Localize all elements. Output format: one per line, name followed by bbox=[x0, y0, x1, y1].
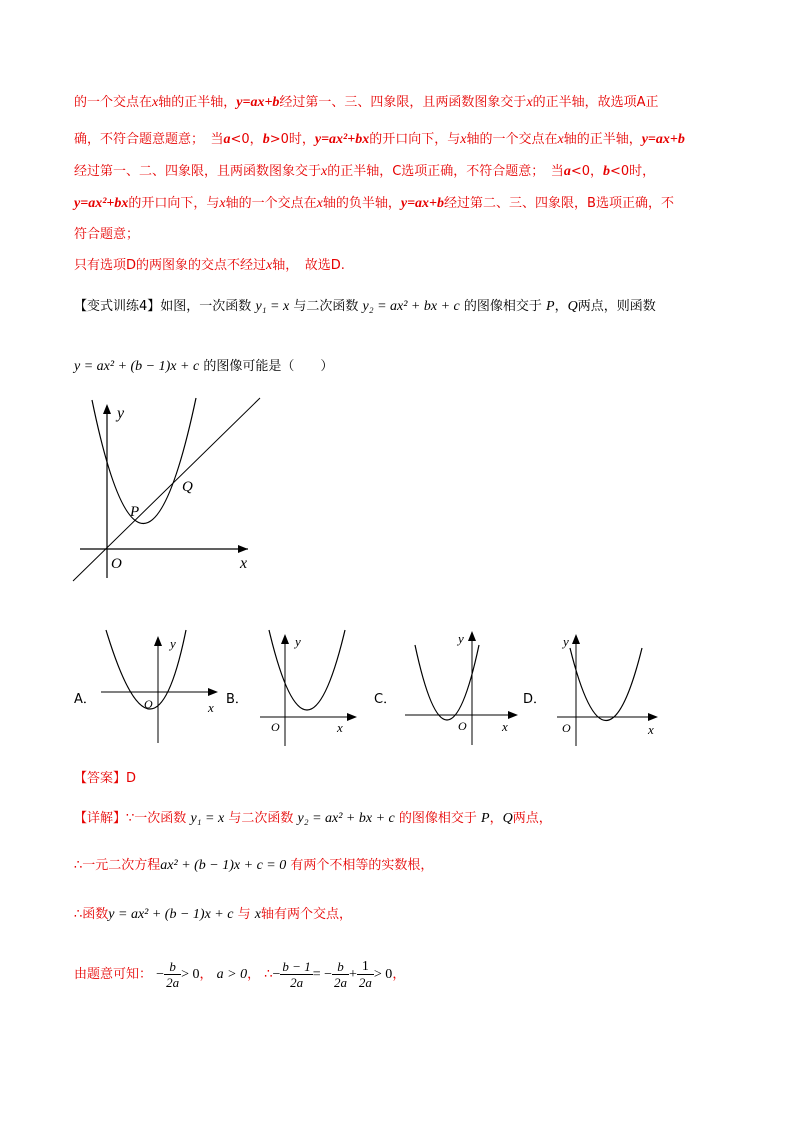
equals-minus: = − bbox=[312, 967, 332, 982]
solution-text: 的一个交点在 bbox=[74, 95, 153, 110]
fraction-1-over-2a bbox=[357, 959, 374, 990]
separator: ， bbox=[247, 967, 261, 982]
var-x: x bbox=[152, 95, 159, 110]
problem-text: 两点，则函数 bbox=[577, 299, 656, 314]
detail-line-3 bbox=[74, 905, 352, 925]
fraction-b-over-2a bbox=[332, 959, 349, 990]
y-axis-arrow bbox=[468, 631, 476, 641]
var-x: x bbox=[254, 907, 261, 922]
x-label: x bbox=[648, 722, 654, 737]
inequality: > 0 bbox=[373, 967, 393, 982]
solution-text: 轴的一个交点在 bbox=[466, 132, 558, 147]
y-axis-arrow bbox=[281, 634, 289, 644]
solution-text: 轴的正半轴， bbox=[563, 132, 642, 147]
separator: ， bbox=[489, 811, 503, 826]
solution-text: 轴的正半轴， bbox=[158, 95, 237, 110]
separator: ， bbox=[554, 299, 568, 314]
formula-inline: y=ax+b bbox=[641, 132, 685, 147]
detail-text: 有两个不相等的实数根， bbox=[290, 858, 434, 873]
solution-text: 轴的一个交点在 bbox=[225, 196, 317, 211]
solution-text: <0， bbox=[570, 164, 603, 179]
var-x: x bbox=[266, 258, 273, 273]
answer-label: 【答案】 bbox=[74, 771, 127, 786]
option-b-letter: B． bbox=[226, 692, 248, 707]
var-x: x bbox=[526, 95, 533, 110]
numerator: b bbox=[332, 959, 349, 975]
detail-text: 轴有两个交点， bbox=[260, 907, 352, 922]
solution-text: 的正半轴，C选项正确，不符合题意； 当 bbox=[327, 164, 564, 179]
x-label: x bbox=[337, 720, 343, 735]
separator: ， bbox=[199, 967, 213, 982]
denominator: 2a bbox=[334, 975, 347, 990]
formula-y1: y₁ = x bbox=[255, 299, 290, 314]
option-a-graph bbox=[96, 628, 226, 748]
problem-text: 的图像可能是（ ） bbox=[203, 359, 334, 374]
solution-text: 轴的负半轴， bbox=[322, 196, 401, 211]
y-label: y bbox=[295, 634, 301, 649]
point-q-label: Q bbox=[502, 811, 513, 826]
answer-line bbox=[74, 769, 136, 789]
answer-value: D bbox=[126, 771, 137, 786]
solution-text: 的开口向下，与 bbox=[369, 132, 461, 147]
detail-text: ∴一元二次方程 bbox=[74, 858, 161, 873]
x-label: x bbox=[240, 555, 248, 572]
option-c-graph bbox=[400, 625, 525, 748]
formula-inline: a bbox=[563, 164, 571, 179]
detail-text: 由题意可知： bbox=[74, 967, 153, 982]
detail-text: 两点， bbox=[512, 811, 552, 826]
formula-y1: y₁ = x bbox=[190, 811, 225, 826]
x-axis-arrow bbox=[238, 545, 248, 553]
formula-inline: b bbox=[262, 132, 270, 147]
x-axis-arrow bbox=[208, 688, 218, 696]
separator: ， bbox=[392, 967, 406, 982]
solution-text: 轴， 故选D. bbox=[272, 258, 345, 273]
plus-sign: + bbox=[349, 967, 357, 982]
origin-label: O bbox=[144, 697, 153, 711]
y-label: y bbox=[563, 634, 569, 649]
detail-line-2 bbox=[74, 856, 433, 876]
formula-inline: a bbox=[223, 132, 231, 147]
option-c-letter: C． bbox=[374, 692, 397, 707]
minus-sign: − bbox=[156, 967, 165, 982]
solution-text: 确，不符合题意题意； 当 bbox=[74, 132, 224, 147]
var-x: x bbox=[321, 164, 328, 179]
minus-sign: − bbox=[272, 967, 281, 982]
problem-line-2 bbox=[74, 357, 333, 377]
detail-text: ∵一次函数 bbox=[126, 811, 187, 826]
var-x: x bbox=[557, 132, 564, 147]
line-y1 bbox=[73, 398, 260, 581]
point-p-label: P bbox=[546, 299, 555, 314]
x-label: x bbox=[208, 700, 214, 715]
numerator: 1 bbox=[357, 959, 374, 975]
solution-text: 的开口向下，与 bbox=[128, 196, 220, 211]
parabola bbox=[269, 630, 345, 710]
formula-equation: ax² + (b − 1)x + c = 0 bbox=[160, 858, 287, 873]
inequality: > 0 bbox=[181, 967, 200, 982]
inequality-a: a > 0 bbox=[216, 967, 248, 982]
x-axis-arrow bbox=[508, 711, 518, 719]
solution-text: 符合题意； bbox=[74, 227, 140, 242]
problem-text: 与二次函数 bbox=[293, 299, 359, 314]
problem-text: 的图像相交于 bbox=[463, 299, 542, 314]
solution-text: 只有选项D的两图象的交点不经过 bbox=[74, 258, 267, 273]
var-x: x bbox=[316, 196, 323, 211]
y-label: y bbox=[458, 631, 464, 646]
origin-label: O bbox=[111, 556, 122, 572]
detail-text: 与二次函数 bbox=[228, 811, 294, 826]
solution-text: >0时， bbox=[269, 132, 315, 147]
formula-y2: y₂ = ax² + bx + c bbox=[362, 299, 460, 314]
solution-line-4 bbox=[74, 194, 674, 214]
problem-tag: 【变式训练4】 bbox=[74, 299, 161, 314]
solution-text: 经过第一、三、四象限，且两函数图象交于 bbox=[279, 95, 527, 110]
y-label: y bbox=[170, 636, 176, 651]
formula-func: y = ax² + (b − 1)x + c bbox=[108, 907, 234, 922]
origin-label: O bbox=[562, 721, 571, 735]
x-axis-arrow bbox=[648, 713, 658, 721]
solution-line-2 bbox=[74, 130, 685, 150]
formula-y2: y₂ = ax² + bx + c bbox=[297, 811, 395, 826]
fraction-b-over-2a bbox=[164, 959, 181, 990]
detail-text: 与 bbox=[237, 907, 251, 922]
x-label: x bbox=[502, 719, 508, 734]
formula-inline: y=ax²+bx bbox=[74, 196, 129, 211]
parabola bbox=[570, 648, 642, 721]
numerator: b − 1 bbox=[282, 959, 311, 974]
y-axis-arrow bbox=[572, 634, 580, 644]
solution-line-5 bbox=[74, 225, 139, 245]
option-b-graph bbox=[255, 628, 365, 748]
detail-line-1 bbox=[74, 809, 552, 829]
formula-func: y = ax² + (b − 1)x + c bbox=[74, 359, 200, 374]
detail-text: ∴函数 bbox=[74, 907, 109, 922]
detail-text: 的图像相交于 bbox=[398, 811, 477, 826]
solution-text: <0， bbox=[230, 132, 263, 147]
q-label: Q bbox=[182, 479, 193, 495]
therefore-symbol: ∴ bbox=[264, 967, 273, 982]
problem-text: 如图，一次函数 bbox=[160, 299, 252, 314]
solution-line-6 bbox=[74, 256, 345, 276]
fraction-bm1-over-2a bbox=[280, 959, 312, 990]
solution-text: 经过第二、三、四象限，B选项正确，不 bbox=[444, 196, 674, 211]
origin-label: O bbox=[458, 719, 467, 733]
point-p-label: P bbox=[481, 811, 490, 826]
option-d-letter: D． bbox=[523, 692, 547, 707]
option-a-letter: A． bbox=[74, 692, 96, 707]
formula-inline: b bbox=[602, 164, 610, 179]
denominator: 2a bbox=[290, 975, 304, 990]
option-d-graph bbox=[552, 628, 667, 748]
origin-label: O bbox=[271, 720, 280, 734]
formula-inline: y=ax²+bx bbox=[314, 132, 370, 147]
point-q-label: Q bbox=[567, 299, 578, 314]
detail-line-4 bbox=[74, 958, 405, 992]
solution-text: <0时， bbox=[609, 164, 656, 179]
formula-inline: y=ax+b bbox=[236, 95, 280, 110]
x-axis-arrow bbox=[347, 713, 357, 721]
solution-line-3 bbox=[74, 162, 655, 182]
detail-label: 【详解】 bbox=[74, 811, 127, 826]
numerator: b bbox=[164, 959, 181, 975]
y-axis-arrow bbox=[154, 636, 162, 646]
solution-line-1 bbox=[74, 93, 659, 113]
y-label: y bbox=[117, 405, 125, 422]
y-axis-arrow bbox=[103, 404, 111, 414]
formula-inline: y=ax+b bbox=[400, 196, 445, 211]
var-x: x bbox=[460, 132, 467, 147]
problem-line-1 bbox=[74, 297, 656, 317]
denominator: 2a bbox=[358, 975, 372, 990]
var-x: x bbox=[219, 196, 226, 211]
solution-text: 的正半轴，故选项A正 bbox=[532, 95, 659, 110]
parabola bbox=[415, 645, 479, 720]
main-graph bbox=[70, 388, 280, 583]
p-label: P bbox=[130, 504, 140, 520]
denominator: 2a bbox=[166, 975, 180, 990]
solution-text: 经过第一、二、四象限，且两函数图象交于 bbox=[74, 164, 322, 179]
